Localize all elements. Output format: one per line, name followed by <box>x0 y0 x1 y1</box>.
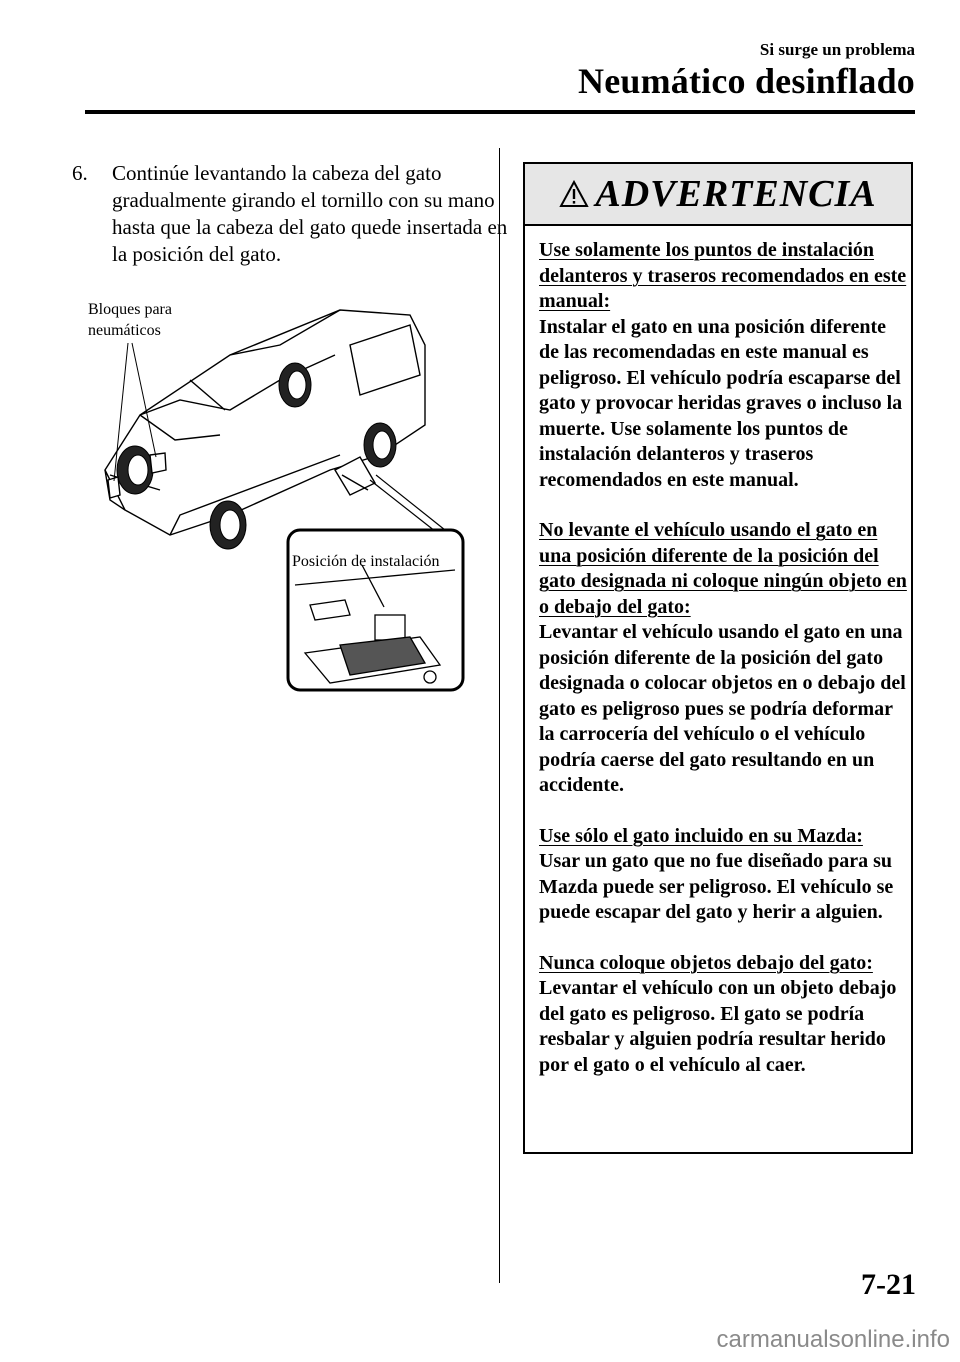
warning-heading-3: Use sólo el gato incluido en su Mazda: <box>539 824 863 847</box>
step-text: Continúe levantando la cabeza del gato gradualmente girando el tornillo con su mano hasta que la cabeza del gato quede insertada en la posición del gato. <box>112 161 508 266</box>
warning-box <box>523 162 913 1154</box>
jack-illustration <box>80 285 480 705</box>
warning-header <box>525 164 911 226</box>
label-install-position: Posición de instalación <box>292 553 440 570</box>
warning-heading-2: No levante el vehículo usando el gato en una posición diferente de la posición del gato designada ni coloque ningún objeto en o debajo del gato: <box>539 519 907 618</box>
warning-text-4: Levantar el vehículo con un objeto debajo del gato es peligroso. El gato se podría resbalar y alguien podría resultar herido por el gato o el vehículo al caer. <box>539 977 897 1076</box>
warning-text-2: Levantar el vehículo usando el gato en una posición diferente de la posición del gato designada o colocar objetos en o debajo del gato es peligroso pues se podría deformar la carrocería del vehículo o el vehículo podría caerse del gato resultando en un accidente. <box>539 621 906 796</box>
section-label: Si surge un problema <box>759 40 915 59</box>
step-number: 6. <box>72 161 88 185</box>
warning-title: ADVERTENCIA <box>595 173 877 215</box>
label-tire-blocks-2: neumáticos <box>88 322 161 339</box>
warning-text-3: Usar un gato que no fue diseñado para su Mazda puede ser peligroso. El vehículo se puede escapar del gato y herir a alguien. <box>539 850 894 923</box>
car-jack-drawing <box>80 285 480 705</box>
warning-triangle-icon <box>559 180 589 208</box>
watermark: carmanualsonline.info <box>716 1326 950 1353</box>
page-number: 7-21 <box>861 1268 916 1301</box>
column-divider <box>499 148 500 1283</box>
page-title: Neumático desinflado <box>578 61 915 101</box>
warning-heading-4: Nunca coloque objetos debajo del gato: <box>539 951 873 974</box>
header-divider <box>85 110 915 114</box>
warning-text-1: Instalar el gato en una posición diferente de las recomendadas en este manual es peligroso. El vehículo podría escaparse del gato y provocar heridas graves o incluso la muerte. Use solamente los puntos de instalación delanteros y traseros recomendados en este manual. <box>539 315 903 491</box>
warning-heading-1: Use solamente los puntos de instalación delanteros y traseros recomendados en este manual: <box>539 239 907 312</box>
warning-body <box>539 238 909 1078</box>
label-tire-blocks-1: Bloques para <box>88 301 172 318</box>
